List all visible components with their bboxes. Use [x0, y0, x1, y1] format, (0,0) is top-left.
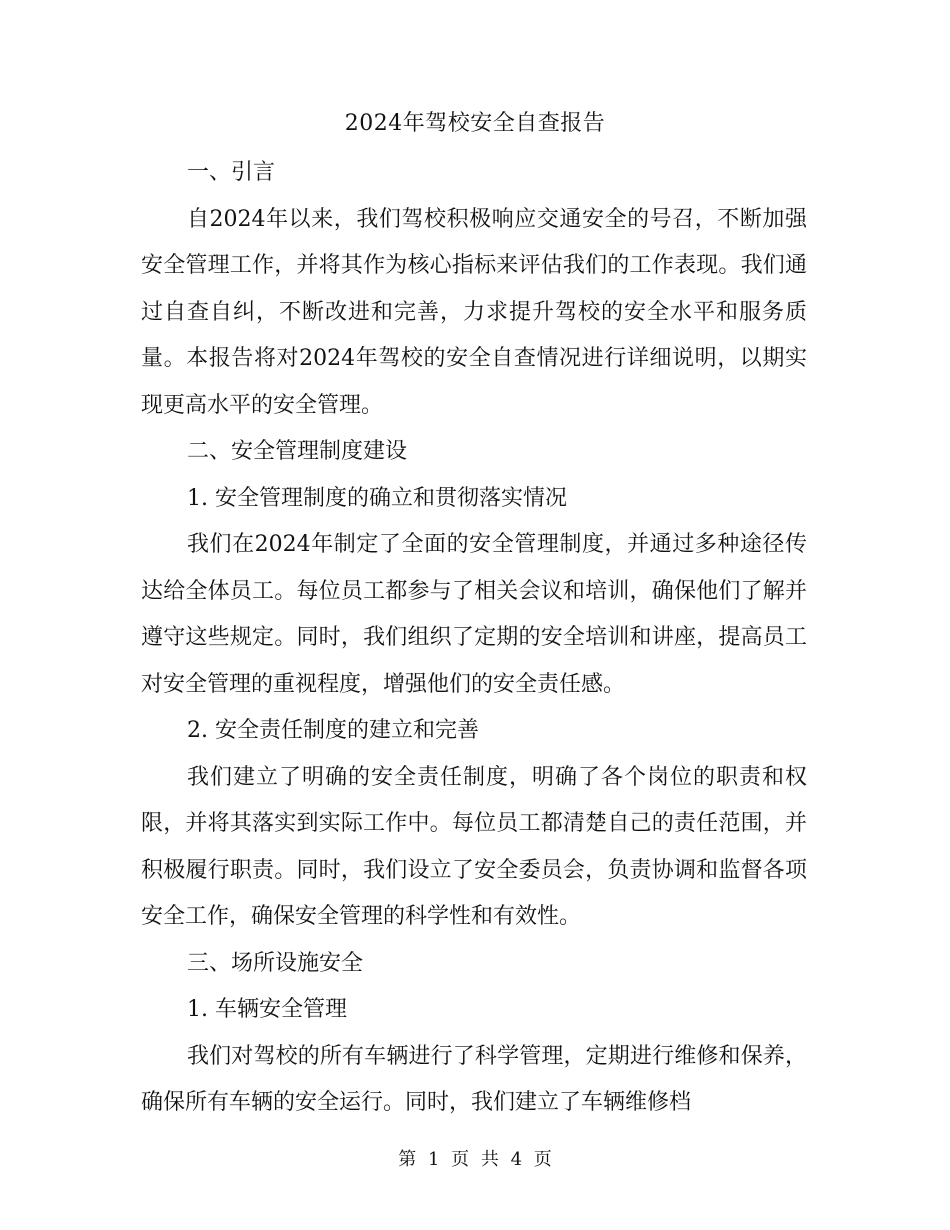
document-body — [141, 150, 807, 1127]
page-number-footer: 第 1 页 共 4 页 — [398, 1149, 552, 1170]
paragraph-vehicle-safety: 我们对驾校的所有车辆进行了科学管理，定期进行维修和保养，确保所有车辆的安全运行。同时，我们建立了车辆维修档 — [141, 1043, 807, 1115]
subheading-system-establishment: 1. 安全管理制度的确立和贯彻落实情况 — [187, 485, 567, 511]
section-heading-safety-management-system: 二、安全管理制度建设 — [187, 439, 408, 464]
subheading-vehicle-safety: 1. 车辆安全管理 — [187, 997, 347, 1022]
section-heading-introduction: 一、引言 — [187, 160, 276, 185]
paragraph-system-establishment: 我们在2024年制定了全面的安全管理制度，并通过多种途径传达给全体员工。每位员工都参与了相关会议和培训，确保他们了解并遵守这些规定。同时，我们组织了定期的安全培训和讲座，提高员工对安全管理的重视程度，增强他们的安全责任感。 — [141, 532, 807, 697]
paragraph-introduction: 自2024年以来，我们驾校积极响应交通安全的号召，不断加强安全管理工作，并将其作为核心指标来评估我们的工作表现。我们通过自查自纠，不断改进和完善，力求提升驾校的安全水平和服务质量。本报告将对2024年驾校的安全自查情况进行详细说明，以期实现更高水平的安全管理。 — [141, 206, 807, 418]
subheading-responsibility-system: 2. 安全责任制度的建立和完善 — [187, 718, 479, 743]
document-title: 2024年驾校安全自查报告 — [344, 111, 606, 136]
section-heading-facility-safety: 三、场所设施安全 — [187, 950, 364, 976]
paragraph-responsibility-system: 我们建立了明确的安全责任制度，明确了各个岗位的职责和权限，并将其落实到实际工作中。每位员工都清楚自己的责任范围，并积极履行职责。同时，我们设立了安全委员会，负责协调和监督各项安全工作，确保安全管理的科学性和有效性。 — [141, 764, 807, 929]
